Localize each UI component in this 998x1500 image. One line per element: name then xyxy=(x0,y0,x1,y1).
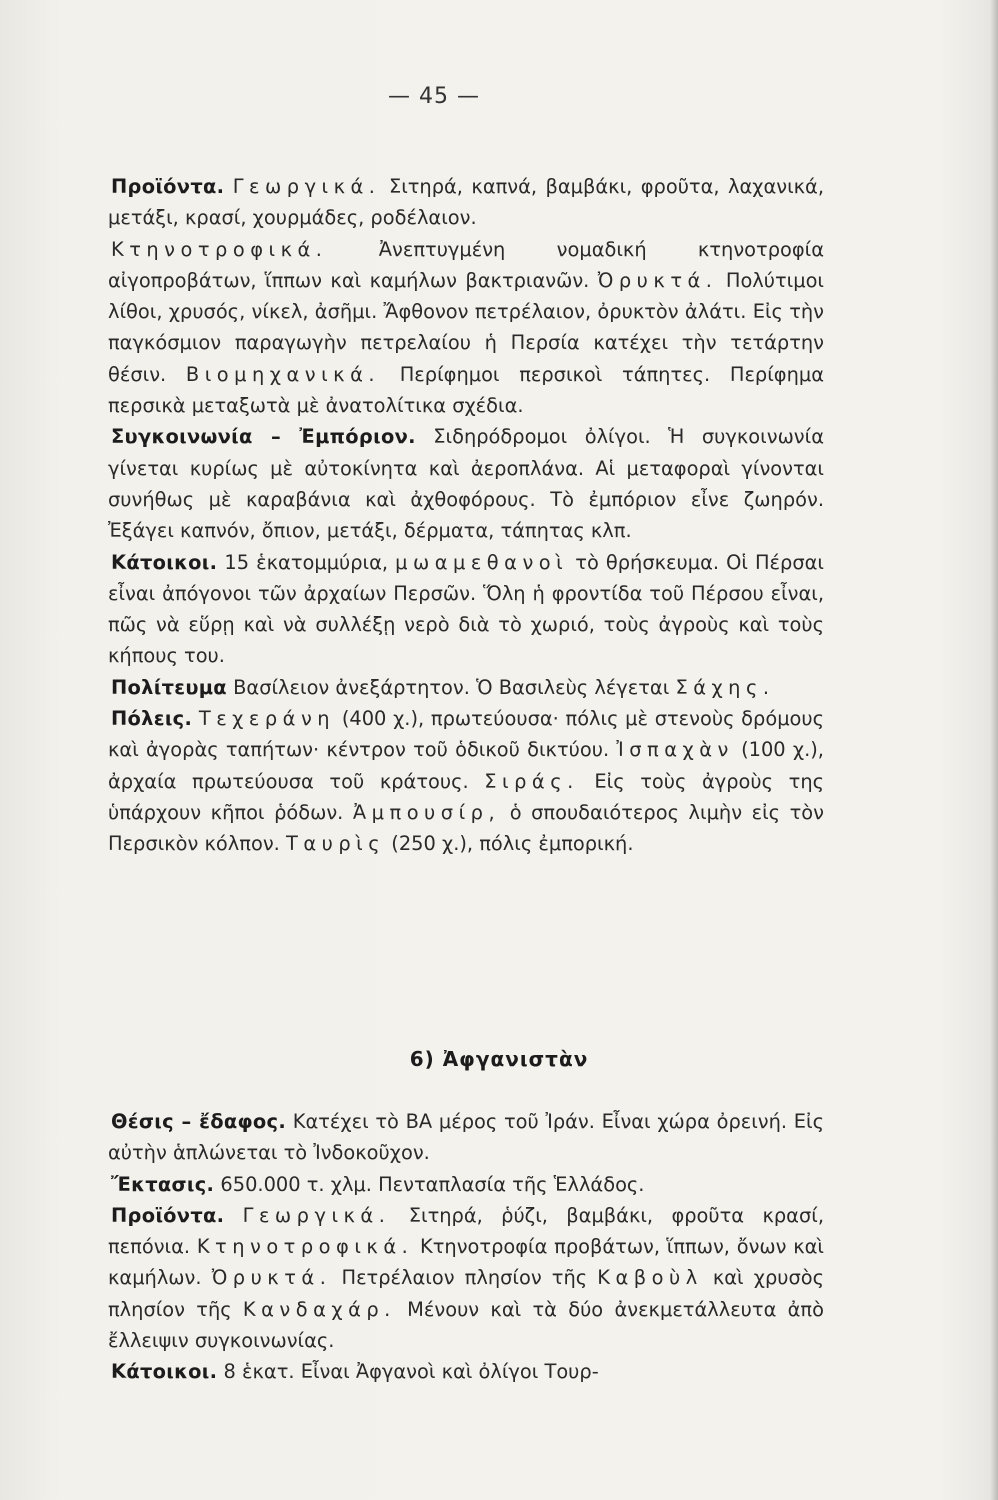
city-kabul: Καβοὺλ xyxy=(597,1266,703,1290)
persia-government-text: Βασίλειον ἀνεξάρτητον. Ὁ Βασιλεὺς λέγεται xyxy=(233,675,670,699)
afghanistan-inhabitants-heading: Κάτοικοι. xyxy=(111,1360,218,1384)
afghanistan-mineral-text-a: Πετρέλαιον πλησίον τῆς xyxy=(341,1266,588,1290)
afghanistan-mineral-text-b: καὶ χρυσὸς πλησίον τῆς xyxy=(108,1266,825,1321)
persia-inhabitants-text-b: τὸ θρήσκευμα. Οἱ Πέρσαι εἶναι ἀπόγονοι τῶν ἀρχαίων Περσῶν. Ὅλη ἡ φροντίδα τοῦ Πέρσου εἶναι, πῶς νὰ εὕρῃ καὶ νὰ συλλέξῃ νερὸ διὰ τὸ χωριό, τοὺς ἀγροὺς καὶ τοὺς κήπους του. xyxy=(108,550,824,668)
afghanistan-inhabitants-text: 8 ἑκατ. Εἶναι Ἀφγανοὶ καὶ ὀλίγοι Τουρ- xyxy=(223,1360,599,1384)
city-shiraz-text: Εἰς τοὺς ἀγροὺς της ὑπάρχουν κῆποι ῥόδων. xyxy=(108,769,824,824)
city-tehran-text: (400 χ.), πρωτεύουσα· πόλις μὲ στενοὺς δρόμους καὶ ἀγορὰς ταπήτων· κέντρον τοῦ ὁδικοῦ δικτύου. xyxy=(108,707,824,762)
afghanistan-position-paragraph xyxy=(108,1106,824,1169)
page-number: — 45 — xyxy=(388,84,480,109)
persia-mineral-text: Πολύτιμοι λίθοι, χρυσός, νίκελ, ἀσῆμι. Ἄφθονον πετρέλαιον, ὀρυκτὸν ἀλάτι. Εἰς τὴν παγκόσμιον παραγωγὴν πετρελαίου ἡ Περσία κατέχει τὴν τετάρτην θέσιν. xyxy=(108,268,824,386)
persia-products-paragraph xyxy=(108,171,824,234)
persia-government-paragraph xyxy=(108,672,824,703)
afghanistan-inhabitants-paragraph xyxy=(108,1356,824,1387)
city-tabriz-text: (250 χ.), πόλις ἐμπορική. xyxy=(391,832,634,856)
persia-cities-paragraph xyxy=(108,703,824,859)
afghanistan-agri-text: Σιτηρά, ῥύζι, βαμβάκι, φροῦτα κρασί, πεπόνια. xyxy=(108,1203,824,1259)
afghanistan-position-text: Κατέχει τὸ ΒΑ μέρος τοῦ Ἰράν. Εἶναι χώρα ὀρεινή. Εἰς αὐτὴν ἁπλώνεται τὸ Ἰνδοκοῦχον. xyxy=(108,1110,824,1165)
afghanistan-text-block xyxy=(108,1106,824,1388)
city-tabriz: Ταυρὶς xyxy=(285,832,386,856)
persia-inhabitants-heading: Κάτοικοι. xyxy=(111,550,218,574)
city-isfahan-text: (100 χ.), ἀρχαία πρωτεύουσα τοῦ κράτους. xyxy=(108,738,824,793)
persia-inhabitants-text-a: 15 ἑκατομμύρια, xyxy=(224,550,389,574)
persia-industry-text: Περίφημοι περσικοὶ τάπητες. Περίφημα περσικὰ μεταξωτὰ μὲ ἀνατολίτικα σχέδια. xyxy=(108,362,824,418)
persia-king: Σάχης. xyxy=(675,675,775,699)
persia-agri-label: Γεωργικά. xyxy=(232,175,381,198)
city-bushire: Ἀμπουσίρ, xyxy=(352,800,501,824)
afghanistan-area-paragraph xyxy=(108,1169,824,1200)
afghanistan-livestock-text: Κτηνοτροφία προβάτων, ἵππων, ὄνων καὶ καμήλων. xyxy=(108,1235,824,1290)
afghanistan-position-heading: Θέσις – ἔδαφος. xyxy=(111,1110,287,1133)
afghanistan-area-text: 650.000 τ. χλμ. Πενταπλασία τῆς Ἑλλάδος. xyxy=(220,1172,645,1196)
city-isfahan: Ἰσπαχὰν xyxy=(616,738,734,762)
persia-text-block xyxy=(108,171,824,860)
afghanistan-products-paragraph xyxy=(108,1200,824,1356)
city-shiraz: Σιράς. xyxy=(484,769,579,793)
city-tehran: Τεχεράνη xyxy=(198,707,336,731)
persia-transport-text: Σιδηρόδρομοι ὀλίγοι. Ἡ συγκοινωνία γίνεται κυρίως μὲ αὐτοκίνητα καὶ ἀεροπλάνα. Αἱ μεταφοραὶ γίνονται συνήθως μὲ καραβάνια καὶ ἀχθοφόρους. Τὸ ἐμπόριον εἶνε ζωηρόν. Ἐξάγει καπνόν, ὄπιον, μετάξι, δέρματα, τάπητας κλπ. xyxy=(108,425,824,543)
afghanistan-products-heading: Προϊόντα. xyxy=(111,1203,225,1227)
afghanistan-area-heading: Ἔκτασις. xyxy=(111,1172,215,1196)
persia-industry-label: Βιομηχανικά. xyxy=(185,362,381,386)
city-bushire-text: ὁ σπουδαιότερος λιμὴν εἰς τὸν Περσικὸν κόλπον. xyxy=(108,800,824,856)
persia-agri-text: Σιτηρά, καπνά, βαμβάκι, φροῦτα, λαχανικά, μετάξι, κρασί, χουρμάδες, ροδέλαιον. xyxy=(108,175,825,230)
afghanistan-agri-label: Γεωργικά. xyxy=(242,1203,391,1227)
persia-transport-heading: Συγκοινωνία – Ἐμπόριον. xyxy=(111,425,416,449)
persia-products-heading: Προϊόντα. xyxy=(111,175,225,198)
persia-religion: μωαμεθανοὶ xyxy=(395,550,569,574)
afghanistan-livestock-label: Κτηνοτροφικά. xyxy=(196,1235,414,1259)
persia-inhabitants-paragraph xyxy=(108,547,824,672)
persia-cities-heading: Πόλεις. xyxy=(111,707,193,731)
persia-government-heading: Πολίτευμα xyxy=(111,675,227,699)
persia-livestock-label: Κτηνοτροφικά. xyxy=(111,237,328,261)
persia-livestock-text: Ἀνεπτυγμένη νομαδική κτηνοτροφία αἰγοπροβάτων, ἵππων καὶ καμήλων βακτριανῶν. xyxy=(108,237,824,292)
persia-livestock-paragraph xyxy=(108,234,824,422)
afghanistan-section-heading: 6) Ἀφγανιστὰν xyxy=(409,1047,589,1071)
city-kandahar: Κανδαχάρ. xyxy=(242,1297,396,1321)
page-edge-shadow xyxy=(990,0,998,1500)
persia-mineral-label: Ὀρυκτά. xyxy=(597,268,718,292)
persia-transport-paragraph xyxy=(108,421,824,546)
afghanistan-mineral-label: Ὀρυκτά. xyxy=(211,1266,332,1290)
afghanistan-mineral-text-c: Μένουν καὶ τὰ δύο ἀνεκμετάλλευτα ἀπὸ ἔλλειψιν συγκοινωνίας. xyxy=(108,1297,824,1353)
